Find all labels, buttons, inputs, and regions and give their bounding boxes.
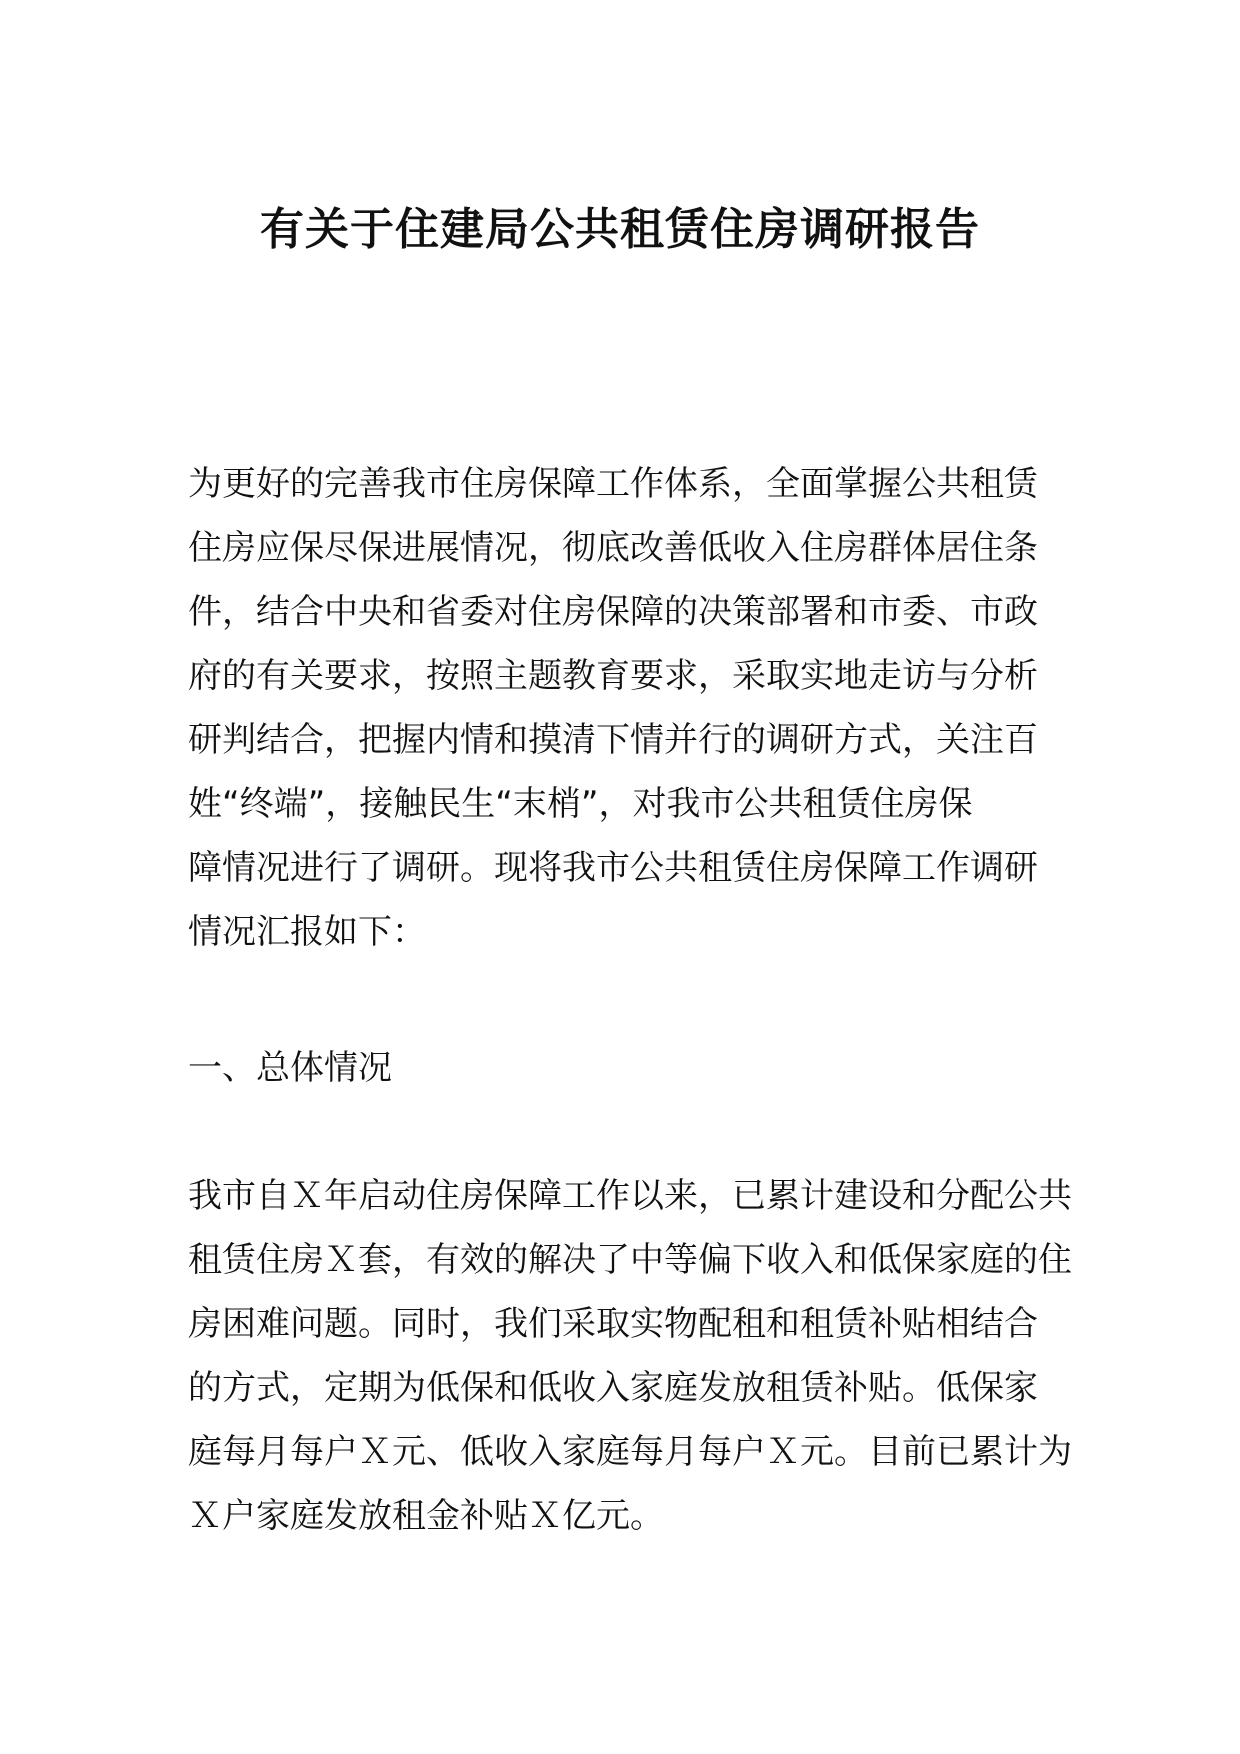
text-line: 住房应保尽保进展情况，彻底改善低收入住房群体居住条 (188, 528, 1038, 568)
text-line: 件，结合中央和省委对住房保障的决策部署和市委、市政 (188, 592, 1038, 632)
document-title: 有关于住建局公共租赁住房调研报告 (260, 204, 980, 255)
text-line: 我市自Ｘ年启动住房保障工作以来，已累计建设和分配公共 (188, 1176, 1072, 1216)
overview-paragraph (188, 1164, 1072, 1548)
text-line: 情况汇报如下： (188, 912, 426, 952)
text-line: Ｘ户家庭发放租金补贴Ｘ亿元。 (188, 1496, 664, 1536)
text-line: 障情况进行了调研。现将我市公共租赁住房保障工作调研 (188, 848, 1038, 888)
text-line: 庭每月每户Ｘ元、低收入家庭每月每户Ｘ元。目前已累计为 (188, 1432, 1072, 1472)
intro-paragraph (188, 452, 1068, 964)
text-line: 府的有关要求，按照主题教育要求，采取实地走访与分析 (188, 656, 1038, 696)
text-line: 姓“终端”，接触民生“末梢”，对我市公共租赁住房保 (188, 784, 973, 824)
text-line: 租赁住房Ｘ套，有效的解决了中等偏下收入和低保家庭的住 (188, 1240, 1072, 1280)
text-line: 的方式，定期为低保和低收入家庭发放租赁补贴。低保家 (188, 1368, 1038, 1408)
text-line: 研判结合，把握内情和摸清下情并行的调研方式，关注百 (188, 720, 1038, 760)
section-heading-text: 一、总体情况 (188, 1048, 392, 1088)
text-line: 房困难问题。同时，我们采取实物配租和租赁补贴相结合 (188, 1304, 1038, 1344)
text-line: 为更好的完善我市住房保障工作体系，全面掌握公共租赁 (188, 464, 1038, 504)
section-heading (188, 1036, 1068, 1100)
